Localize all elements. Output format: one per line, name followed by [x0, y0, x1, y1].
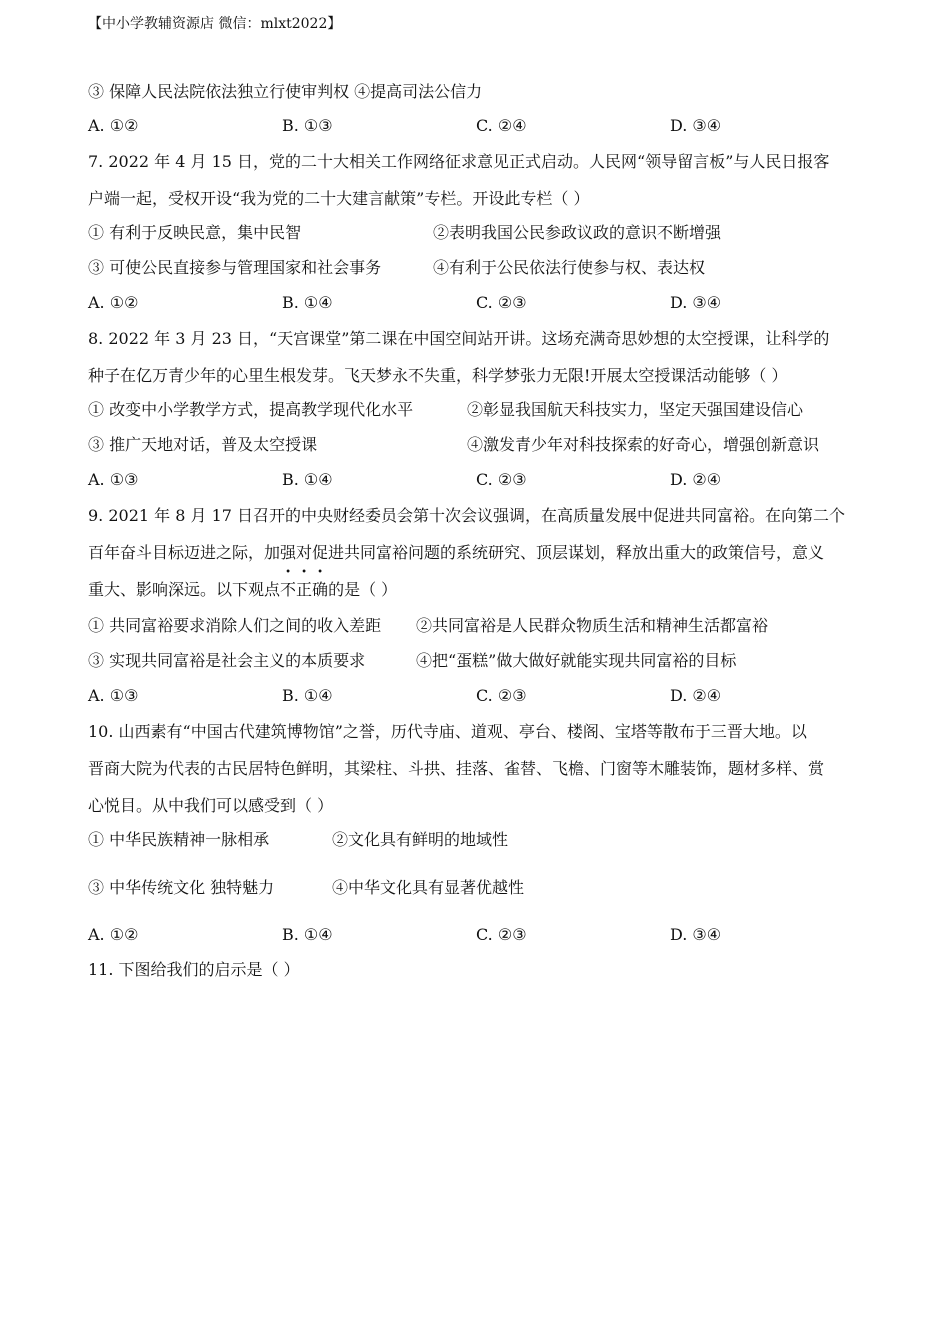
q7-choice-d[interactable]: D. ③④ [670, 293, 722, 312]
q9-emphasis-char-2: 正 [296, 580, 313, 599]
q10-option-2: ②文化具有鲜明的地域性 [332, 830, 509, 849]
q8-choice-d[interactable]: D. ②④ [670, 470, 722, 489]
q8-choice-c[interactable]: C. ②③ [476, 470, 527, 489]
q8-option-4: ④激发青少年对科技探索的好奇心，增强创新意识 [467, 435, 820, 454]
q9-stem-line-1: 9. 2021 年 8 月 17 日召开的中央财经委员会第十次会议强调，在高质量发展中促进共同富裕。在向第二个 [88, 506, 846, 525]
q10-option-3: ③ 中华传统文化 独特魅力 [88, 878, 275, 897]
q6-choice-d[interactable]: D. ③④ [670, 116, 722, 135]
q9-choice-d[interactable]: D. ②④ [670, 686, 722, 705]
q9-emphasis-char-1: 不 [280, 580, 297, 599]
q9-option-3: ③ 实现共同富裕是社会主义的本质要求 [88, 651, 366, 670]
q9-option-4: ④把“蛋糕”做大做好就能实现共同富裕的目标 [416, 651, 737, 670]
q10-choice-b[interactable]: B. ①④ [282, 925, 333, 944]
q7-option-1: ① 有利于反映民意，集中民智 [88, 223, 302, 242]
q7-option-3: ③ 可使公民直接参与管理国家和社会事务 [88, 258, 382, 277]
q7-choice-a[interactable]: A. ①② [88, 293, 139, 312]
q10-stem-line-1: 10. 山西素有“中国古代建筑博物馆”之誉，历代寺庙、道观、亭台、楼阁、宝塔等散布于三晋大地。以 [88, 722, 807, 741]
q9-option-1: ① 共同富裕要求消除人们之间的收入差距 [88, 616, 382, 635]
q11-stem: 11. 下图给我们的启示是（ ） [88, 960, 300, 979]
q9-stem-tail: 的是（ ） [328, 580, 398, 599]
q10-option-1: ① 中华民族精神一脉相承 [88, 830, 270, 849]
q8-option-3: ③ 推广天地对话，普及太空授课 [88, 435, 318, 454]
q8-option-1: ① 改变中小学教学方式，提高教学现代化水平 [88, 400, 414, 419]
q9-choice-b[interactable]: B. ①④ [282, 686, 333, 705]
q8-choice-a[interactable]: A. ①③ [88, 470, 139, 489]
q9-option-2: ②共同富裕是人民群众物质生活和精神生活都富裕 [416, 616, 769, 635]
q8-stem-line-1: 8. 2022 年 3 月 23 日，“天宫课堂”第二课在中国空间站开讲。这场充满奇思妙想的太空授课，让科学的 [88, 329, 830, 348]
q9-stem-line-2: 百年奋斗目标迈进之际，加强对促进共同富裕问题的系统研究、顶层谋划，释放出重大的政策信号，意义 [88, 543, 825, 562]
q9-emphasis-char-3: 确 [312, 580, 329, 599]
q7-stem-line-2: 户端一起，受权开设“我为党的二十大建言献策”专栏。开设此专栏（ ） [88, 189, 590, 208]
q7-option-2: ②表明我国公民参政议政的意识不断增强 [433, 223, 722, 242]
q10-stem-line-3: 心悦目。从中我们可以感受到（ ） [88, 796, 334, 815]
q6-choice-c[interactable]: C. ②④ [476, 116, 527, 135]
q10-stem-line-2: 晋商大院为代表的古民居特色鲜明，其梁柱、斗拱、挂落、雀替、飞檐、门窗等木雕装饰，题材多样、赏 [88, 759, 825, 778]
q6-choice-b[interactable]: B. ①③ [282, 116, 333, 135]
q8-stem-line-2: 种子在亿万青少年的心里生根发芽。飞天梦永不失重，科学梦张力无限!开展太空授课活动能够（ ） [88, 366, 788, 385]
q9-stem-line-3 [88, 580, 397, 600]
q7-option-4: ④有利于公民依法行使参与权、表达权 [433, 258, 706, 277]
q7-choice-b[interactable]: B. ①④ [282, 293, 333, 312]
page-header: 【中小学教辅资源店 微信：mlxt2022】 [88, 16, 342, 32]
q6-choice-a[interactable]: A. ①② [88, 116, 139, 135]
q10-choice-a[interactable]: A. ①② [88, 925, 139, 944]
q9-stem-text: 重大、影响深远。以下观点 [88, 580, 281, 599]
q6-option-line: ③ 保障人民法院依法独立行使审判权 ④提高司法公信力 [88, 82, 483, 101]
q8-option-2: ②彰显我国航天科技实力，坚定天强国建设信心 [467, 400, 804, 419]
q9-choice-c[interactable]: C. ②③ [476, 686, 527, 705]
q7-stem-line-1: 7. 2022 年 4 月 15 日，党的二十大相关工作网络征求意见正式启动。人民网“领导留言板”与人民日报客 [88, 152, 830, 171]
q8-choice-b[interactable]: B. ①④ [282, 470, 333, 489]
q7-choice-c[interactable]: C. ②③ [476, 293, 527, 312]
q10-option-4: ④中华文化具有显著优越性 [332, 878, 525, 897]
q10-choice-c[interactable]: C. ②③ [476, 925, 527, 944]
q10-choice-d[interactable]: D. ③④ [670, 925, 722, 944]
q9-choice-a[interactable]: A. ①③ [88, 686, 139, 705]
